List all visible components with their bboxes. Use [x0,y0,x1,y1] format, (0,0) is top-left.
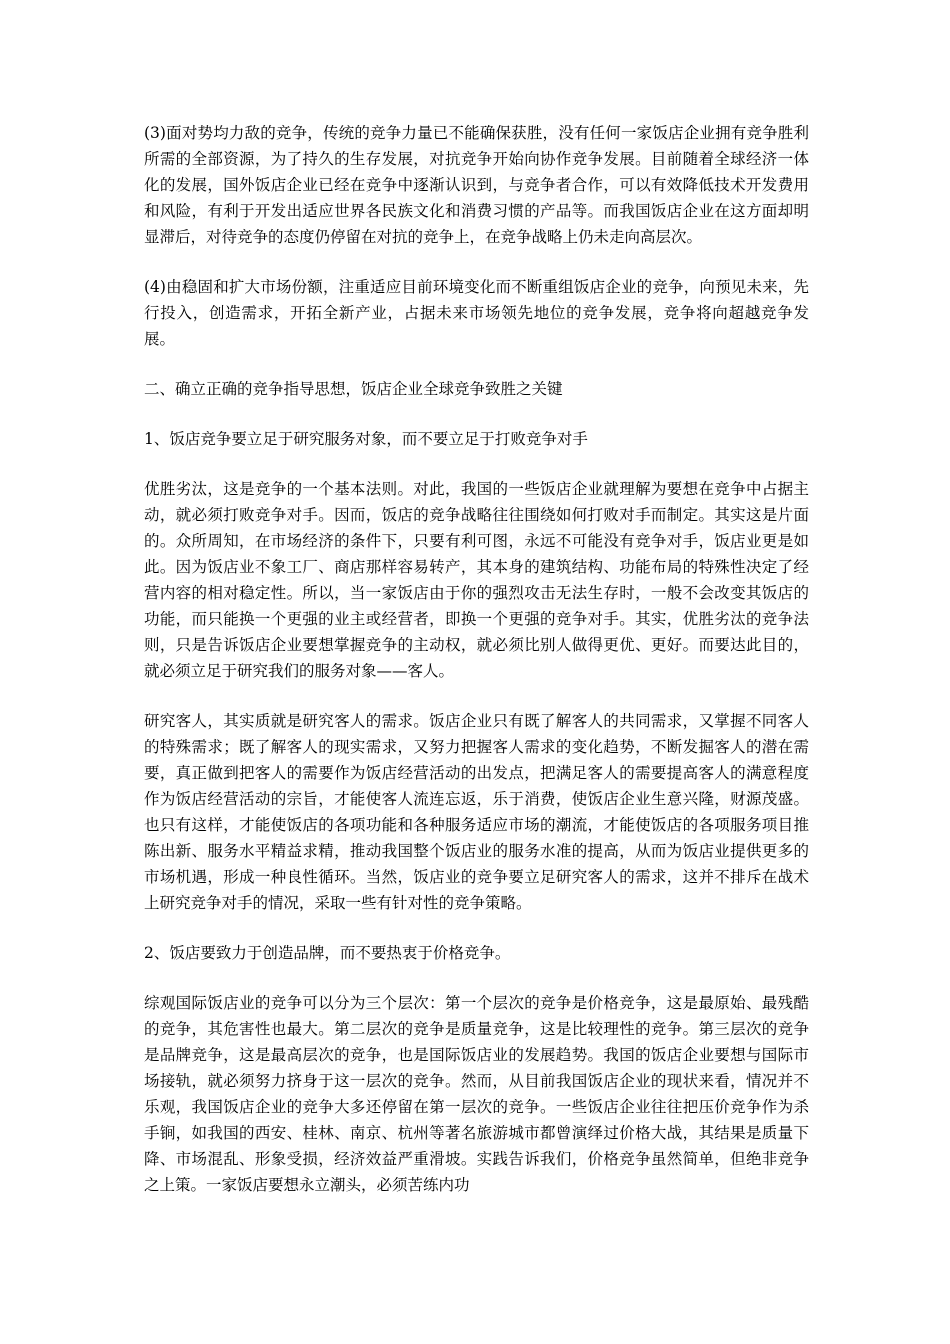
paragraph-research-guests: 研究客人，其实质就是研究客人的需求。饭店企业只有既了解客人的共同需求，又掌握不同客人的特殊需求；既了解客人的现实需求，又努力把握客人需求的变化趋势，不断发掘客人的潜在需要，真正做到把客人的需要作为饭店经营活动的出发点，把满足客人的需要提高客人的满意程度作为饭店经营活动的宗旨，才能使客人流连忘返，乐于消费，使饭店企业生意兴隆，财源茂盛。也只有这样，才能使饭店的各项功能和各种服务适应市场的潮流，才能使饭店的各项服务项目推陈出新、服务水平精益求精，推动我国整个饭店业的服务水准的提高，从而为饭店业提供更多的市场机遇，形成一种良性循环。当然，饭店业的竞争要立足研究客人的需求，这并不排斥在战术上研究竞争对手的情况，采取一些有针对性的竞争策略。 [144,712,809,912]
paragraph-competition-levels: 综观国际饭店业的竞争可以分为三个层次：第一个层次的竞争是价格竞争，这是最原始、最残酷的竞争，其危害性也最大。第二层次的竞争是质量竞争，这是比较理性的竞争。第三层次的竞争是品牌竞争，这是最高层次的竞争，也是国际饭店业的发展趋势。我国的饭店企业要想与国际市场接轨，就必须努力挤身于这一层次的竞争。然而，从目前我国饭店企业的现状来看，情况并不乐观，我国饭店企业的竞争大多还停留在第一层次的竞争。一些饭店企业往往把压价竞争作为杀手锏，如我国的西安、桂林、南京、杭州等著名旅游城市都曾演绎过价格大战，其结果是质量下降、市场混乱、形象受损，经济效益严重滑坡。实践告诉我们，价格竞争虽然简单，但绝非竞争之上策。一家饭店要想永立潮头，必须苦练内功 [144,994,809,1194]
document-body [144,120,809,1222]
subheading-1: 1、饭店竞争要立足于研究服务对象，而不要立足于打败竞争对手 [144,430,588,448]
subheading-2: 2、饭店要致力于创造品牌，而不要热衷于价格竞争。 [144,944,511,962]
paragraph-point-3: (3)面对势均力敌的竞争，传统的竞争力量已不能确保获胜，没有任何一家饭店企业拥有竞争胜利所需的全部资源，为了持久的生存发展，对抗竞争开始向协作竞争发展。目前随着全球经济一体化的发展，国外饭店企业已经在竞争中逐渐认识到，与竞争者合作，可以有效降低技术开发费用和风险，有利于开发出适应世界各民族文化和消费习惯的产品等。而我国饭店企业在这方面却明显滞后，对待竞争的态度仍停留在对抗的竞争上，在竞争战略上仍未走向高层次。 [144,124,809,246]
paragraph-point-4: (4)由稳固和扩大市场份额，注重适应目前环境变化而不断重组饭店企业的竞争，向预见未来，先行投入，创造需求，开拓全新产业，占据未来市场领先地位的竞争发展，竞争将向超越竞争发展。 [144,278,809,348]
paragraph-survival-of-fittest: 优胜劣汰，这是竞争的一个基本法则。对此，我国的一些饭店企业就理解为要想在竞争中占据主动，就必须打败竞争对手。因而，饭店的竞争战略往往围绕如何打败对手而制定。其实这是片面的。众所周知，在市场经济的条件下，只要有利可图，永远不可能没有竞争对手，饭店业更是如此。因为饭店业不象工厂、商店那样容易转产，其本身的建筑结构、功能布局的特殊性决定了经营内容的相对稳定性。所以，当一家饭店由于你的强烈攻击无法生存时，一般不会改变其饭店的功能，而只能换一个更强的业主或经营者，即换一个更强的竞争对手。其实，优胜劣汰的竞争法则，只是告诉饭店企业要想掌握竞争的主动权，就必须比别人做得更优、更好。而要达此目的，就必须立足于研究我们的服务对象——客人。 [144,480,809,680]
section-heading-2: 二、确立正确的竞争指导思想，饭店企业全球竞争致胜之关键 [144,380,563,398]
